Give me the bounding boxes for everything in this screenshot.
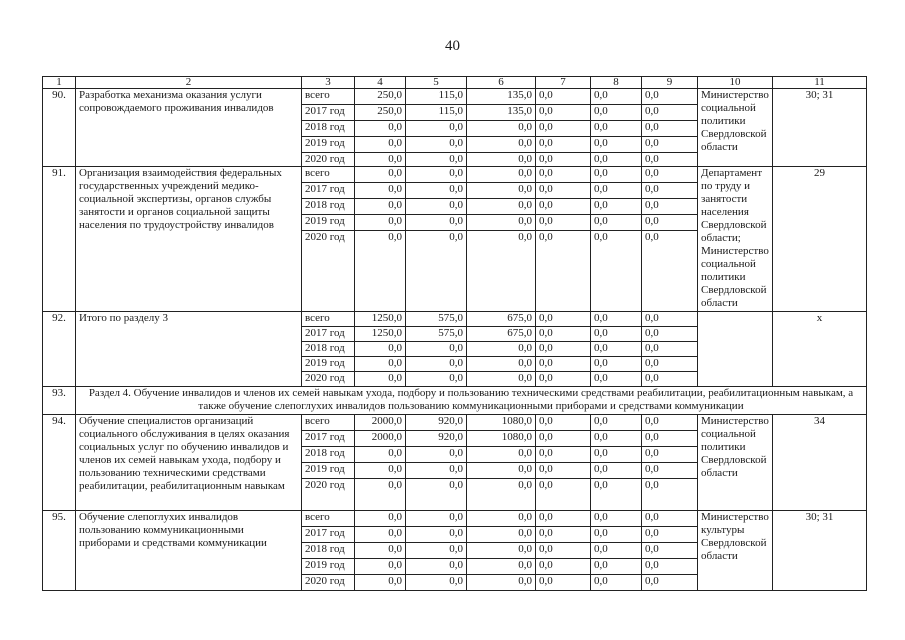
amount-cell: 0,0 — [591, 105, 642, 121]
amount-cell: 0,0 — [536, 105, 591, 121]
amount-cell: 0,0 — [642, 559, 698, 575]
amount-cell: 0,0 — [536, 89, 591, 105]
amount-cell: 0,0 — [355, 447, 406, 463]
table-row — [43, 89, 867, 105]
executor-cell: Департамент по труду и занятости населения Свердловской области; Министерство социальной политики Свердловской области — [698, 167, 773, 312]
section-title: Раздел 4. Обучение инвалидов и членов их семей навыкам ухода, подбору и пользованию техническими средствами реабилитации, реабилитационным навыкам, а также обучение слепоглухих инвалидов пользованию коммуникационными приборами и средствами коммуникации — [76, 387, 867, 415]
period-label: всего — [302, 511, 355, 527]
period-label: 2018 год — [302, 121, 355, 137]
period-label: 2019 год — [302, 357, 355, 372]
amount-cell: 0,0 — [355, 575, 406, 591]
amount-cell: 0,0 — [591, 511, 642, 527]
page-number: 40 — [445, 38, 460, 54]
period-label: 2020 год — [302, 153, 355, 167]
amount-cell: 0,0 — [406, 575, 467, 591]
amount-cell: 0,0 — [355, 215, 406, 231]
amount-cell: 0,0 — [467, 479, 536, 511]
amount-cell: 675,0 — [467, 312, 536, 327]
period-label: 2019 год — [302, 463, 355, 479]
amount-cell: 0,0 — [467, 342, 536, 357]
amount-cell: 0,0 — [591, 527, 642, 543]
column-number: 5 — [406, 77, 467, 89]
amount-cell: 0,0 — [591, 215, 642, 231]
amount-cell: 0,0 — [467, 447, 536, 463]
amount-cell: 0,0 — [406, 183, 467, 199]
amount-cell: 2000,0 — [355, 431, 406, 447]
amount-cell: 0,0 — [467, 167, 536, 183]
amount-cell: 250,0 — [355, 89, 406, 105]
amount-cell: 0,0 — [355, 153, 406, 167]
amount-cell: 0,0 — [591, 312, 642, 327]
amount-cell: 1080,0 — [467, 431, 536, 447]
amount-cell: 115,0 — [406, 105, 467, 121]
period-label: 2020 год — [302, 372, 355, 387]
amount-cell: 0,0 — [467, 137, 536, 153]
amount-cell: 115,0 — [406, 89, 467, 105]
amount-cell: 0,0 — [591, 153, 642, 167]
period-label: 2020 год — [302, 479, 355, 511]
amount-cell: 0,0 — [406, 167, 467, 183]
period-label: всего — [302, 167, 355, 183]
amount-cell: 0,0 — [406, 559, 467, 575]
amount-cell: 0,0 — [406, 543, 467, 559]
period-label: 2018 год — [302, 342, 355, 357]
row-number: 92. — [43, 312, 76, 387]
amount-cell: 0,0 — [355, 199, 406, 215]
amount-cell: 0,0 — [591, 463, 642, 479]
column-number: 4 — [355, 77, 406, 89]
amount-cell: 0,0 — [591, 121, 642, 137]
amount-cell: 0,0 — [467, 121, 536, 137]
amount-cell: 0,0 — [536, 312, 591, 327]
amount-cell: 0,0 — [355, 231, 406, 312]
amount-cell: 0,0 — [467, 511, 536, 527]
amount-cell: 0,0 — [406, 527, 467, 543]
measure-name: Разработка механизма оказания услуги сопровождаемого проживания инвалидов — [76, 89, 302, 167]
amount-cell: 0,0 — [536, 121, 591, 137]
amount-cell: 0,0 — [591, 327, 642, 342]
target-indicator: 29 — [773, 167, 867, 312]
amount-cell: 0,0 — [406, 121, 467, 137]
amount-cell: 0,0 — [406, 357, 467, 372]
amount-cell: 0,0 — [406, 137, 467, 153]
amount-cell: 0,0 — [642, 231, 698, 312]
row-number: 95. — [43, 511, 76, 591]
amount-cell: 0,0 — [536, 527, 591, 543]
amount-cell: 0,0 — [642, 511, 698, 527]
amount-cell: 0,0 — [642, 105, 698, 121]
amount-cell: 0,0 — [642, 153, 698, 167]
table-row — [43, 511, 867, 527]
executor-cell: Министерство социальной политики Свердловской области — [698, 415, 773, 511]
table-row — [43, 415, 867, 431]
amount-cell: 0,0 — [591, 167, 642, 183]
amount-cell: 0,0 — [355, 167, 406, 183]
period-label: 2017 год — [302, 527, 355, 543]
amount-cell: 0,0 — [536, 415, 591, 431]
amount-cell: 0,0 — [642, 357, 698, 372]
amount-cell: 0,0 — [591, 543, 642, 559]
period-label: 2017 год — [302, 183, 355, 199]
amount-cell: 0,0 — [642, 447, 698, 463]
amount-cell: 0,0 — [591, 575, 642, 591]
target-indicator: x — [773, 312, 867, 387]
executor-cell: Министерство культуры Свердловской области — [698, 511, 773, 591]
period-label: всего — [302, 89, 355, 105]
amount-cell: 0,0 — [536, 342, 591, 357]
program-table — [42, 76, 867, 591]
period-label: 2018 год — [302, 447, 355, 463]
amount-cell: 0,0 — [467, 231, 536, 312]
period-label: 2017 год — [302, 327, 355, 342]
amount-cell: 920,0 — [406, 431, 467, 447]
amount-cell: 0,0 — [591, 559, 642, 575]
amount-cell: 0,0 — [591, 447, 642, 463]
amount-cell: 0,0 — [355, 372, 406, 387]
amount-cell: 0,0 — [536, 153, 591, 167]
amount-cell: 0,0 — [591, 89, 642, 105]
period-label: 2018 год — [302, 543, 355, 559]
amount-cell: 0,0 — [406, 372, 467, 387]
column-number: 10 — [698, 77, 773, 89]
column-number: 8 — [591, 77, 642, 89]
column-number: 7 — [536, 77, 591, 89]
amount-cell: 0,0 — [642, 199, 698, 215]
amount-cell: 135,0 — [467, 89, 536, 105]
column-number: 1 — [43, 77, 76, 89]
amount-cell: 1080,0 — [467, 415, 536, 431]
period-label: 2019 год — [302, 215, 355, 231]
amount-cell: 0,0 — [536, 511, 591, 527]
amount-cell: 575,0 — [406, 327, 467, 342]
column-number: 11 — [773, 77, 867, 89]
column-number: 3 — [302, 77, 355, 89]
amount-cell: 135,0 — [467, 105, 536, 121]
row-number: 93. — [43, 387, 76, 415]
amount-cell: 0,0 — [355, 357, 406, 372]
amount-cell: 0,0 — [591, 199, 642, 215]
amount-cell: 0,0 — [642, 527, 698, 543]
amount-cell: 0,0 — [642, 479, 698, 511]
amount-cell: 0,0 — [355, 511, 406, 527]
amount-cell: 0,0 — [355, 543, 406, 559]
amount-cell: 920,0 — [406, 415, 467, 431]
amount-cell: 0,0 — [536, 479, 591, 511]
amount-cell: 0,0 — [406, 231, 467, 312]
column-number: 6 — [467, 77, 536, 89]
target-indicator: 30; 31 — [773, 89, 867, 167]
amount-cell: 0,0 — [406, 511, 467, 527]
amount-cell: 0,0 — [642, 312, 698, 327]
amount-cell: 0,0 — [536, 167, 591, 183]
amount-cell: 0,0 — [355, 559, 406, 575]
table-row — [43, 167, 867, 183]
amount-cell: 0,0 — [536, 559, 591, 575]
amount-cell: 0,0 — [467, 153, 536, 167]
row-number: 94. — [43, 415, 76, 511]
column-number: 2 — [76, 77, 302, 89]
amount-cell: 0,0 — [406, 463, 467, 479]
amount-cell: 0,0 — [536, 231, 591, 312]
row-number: 90. — [43, 89, 76, 167]
amount-cell: 0,0 — [642, 121, 698, 137]
amount-cell: 1250,0 — [355, 312, 406, 327]
measure-name: Организация взаимодействия федеральных государственных учреждений медико-социальной экспертизы, органов службы занятости и органов социальной защиты населения по трудоустройству инвалидов — [76, 167, 302, 312]
amount-cell: 2000,0 — [355, 415, 406, 431]
measure-name: Обучение специалистов организаций социального обслуживания в целях оказания социальных услуг по обучению инвалидов и членов их семей навыкам ухода, подбору и пользованию техническими средствами реабилитации, реабилитационным навыкам — [76, 415, 302, 511]
amount-cell: 0,0 — [355, 183, 406, 199]
amount-cell: 0,0 — [406, 342, 467, 357]
amount-cell: 0,0 — [406, 479, 467, 511]
amount-cell: 0,0 — [591, 183, 642, 199]
amount-cell: 0,0 — [642, 431, 698, 447]
amount-cell: 0,0 — [467, 215, 536, 231]
amount-cell: 0,0 — [536, 215, 591, 231]
amount-cell: 0,0 — [591, 372, 642, 387]
period-label: 2017 год — [302, 105, 355, 121]
amount-cell: 0,0 — [406, 199, 467, 215]
amount-cell: 0,0 — [642, 137, 698, 153]
period-label: 2019 год — [302, 137, 355, 153]
column-number-row — [43, 77, 867, 89]
amount-cell: 1250,0 — [355, 327, 406, 342]
amount-cell: 0,0 — [467, 183, 536, 199]
amount-cell: 250,0 — [355, 105, 406, 121]
amount-cell: 0,0 — [536, 199, 591, 215]
amount-cell: 0,0 — [642, 543, 698, 559]
period-label: всего — [302, 415, 355, 431]
amount-cell: 0,0 — [467, 543, 536, 559]
amount-cell: 0,0 — [642, 372, 698, 387]
amount-cell: 0,0 — [467, 559, 536, 575]
amount-cell: 0,0 — [355, 137, 406, 153]
amount-cell: 0,0 — [355, 121, 406, 137]
amount-cell: 0,0 — [355, 479, 406, 511]
amount-cell: 0,0 — [591, 137, 642, 153]
amount-cell: 0,0 — [536, 575, 591, 591]
period-label: 2017 год — [302, 431, 355, 447]
executor-cell — [698, 312, 773, 387]
column-number: 9 — [642, 77, 698, 89]
amount-cell: 0,0 — [467, 199, 536, 215]
measure-name: Обучение слепоглухих инвалидов пользованию коммуникационными приборами и средствами коммуникации — [76, 511, 302, 591]
amount-cell: 0,0 — [536, 447, 591, 463]
amount-cell: 0,0 — [591, 231, 642, 312]
amount-cell: 0,0 — [642, 215, 698, 231]
amount-cell: 0,0 — [642, 575, 698, 591]
amount-cell: 0,0 — [591, 415, 642, 431]
executor-cell: Министерство социальной политики Свердловской области — [698, 89, 773, 167]
row-number: 91. — [43, 167, 76, 312]
amount-cell: 0,0 — [591, 357, 642, 372]
amount-cell: 0,0 — [536, 137, 591, 153]
amount-cell: 0,0 — [642, 167, 698, 183]
amount-cell: 0,0 — [536, 372, 591, 387]
amount-cell: 0,0 — [536, 463, 591, 479]
target-indicator: 30; 31 — [773, 511, 867, 591]
amount-cell: 0,0 — [642, 342, 698, 357]
amount-cell: 0,0 — [536, 357, 591, 372]
amount-cell: 0,0 — [355, 342, 406, 357]
amount-cell: 0,0 — [642, 327, 698, 342]
amount-cell: 0,0 — [406, 447, 467, 463]
amount-cell: 0,0 — [467, 372, 536, 387]
amount-cell: 0,0 — [467, 357, 536, 372]
period-label: 2020 год — [302, 575, 355, 591]
section-row — [43, 387, 867, 415]
amount-cell: 0,0 — [467, 527, 536, 543]
amount-cell: 0,0 — [536, 183, 591, 199]
period-label: 2020 год — [302, 231, 355, 312]
period-label: 2018 год — [302, 199, 355, 215]
target-indicator: 34 — [773, 415, 867, 511]
amount-cell: 0,0 — [642, 415, 698, 431]
amount-cell: 0,0 — [467, 575, 536, 591]
amount-cell: 0,0 — [591, 342, 642, 357]
amount-cell: 675,0 — [467, 327, 536, 342]
amount-cell: 0,0 — [536, 431, 591, 447]
table-row — [43, 312, 867, 327]
amount-cell: 0,0 — [355, 463, 406, 479]
measure-name: Итого по разделу 3 — [76, 312, 302, 387]
amount-cell: 0,0 — [536, 327, 591, 342]
amount-cell: 0,0 — [642, 463, 698, 479]
amount-cell: 575,0 — [406, 312, 467, 327]
amount-cell: 0,0 — [406, 153, 467, 167]
amount-cell: 0,0 — [591, 479, 642, 511]
amount-cell: 0,0 — [406, 215, 467, 231]
amount-cell: 0,0 — [467, 463, 536, 479]
amount-cell: 0,0 — [355, 527, 406, 543]
amount-cell: 0,0 — [591, 431, 642, 447]
amount-cell: 0,0 — [642, 89, 698, 105]
period-label: 2019 год — [302, 559, 355, 575]
amount-cell: 0,0 — [536, 543, 591, 559]
amount-cell: 0,0 — [642, 183, 698, 199]
period-label: всего — [302, 312, 355, 327]
